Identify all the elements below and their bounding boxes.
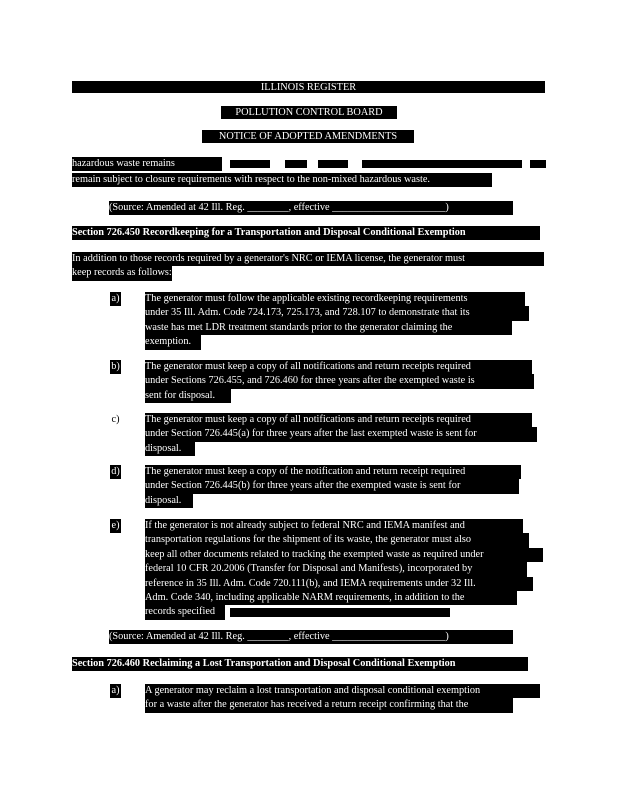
text-line: If the generator is not already subject to federal NRC and IEMA manifest and: [145, 519, 523, 533]
source-note-2: (Source: Amended at 42 Ill. Reg. ________, effective ______________________): [109, 630, 513, 644]
redaction-mark: [285, 160, 307, 168]
item-e-text: [145, 519, 543, 620]
item-460a-text: [145, 684, 540, 713]
item-label-b: b): [111, 361, 120, 372]
text-line: under 35 Ill. Adm. Code 724.173, 725.173, and 728.107 to demonstrate that its: [145, 306, 529, 320]
text-line: In addition to those records required by a generator's NRC or IEMA license, the generator must: [72, 252, 544, 266]
register-title: ILLINOIS REGISTER: [72, 81, 545, 93]
section-450-heading: Section 726.450 Recordkeeping for a Transportation and Disposal Conditional Exemption: [72, 226, 540, 240]
text-line: A generator may reclaim a lost transportation and disposal conditional exemption: [145, 684, 540, 698]
text-line: federal 10 CFR 20.2006 (Transfer for Disposal and Manifests), incorporated by: [145, 562, 527, 576]
intro-line-2: remain subject to closure requirements with respect to the non-mixed hazardous waste.: [72, 173, 492, 187]
text-line: keep all other documents related to tracking the exempted waste as required under: [145, 548, 543, 562]
text-line: under Section 726.445(b) for three years after the exempted waste is sent for: [145, 479, 519, 493]
intro-line-1: hazardous waste remains: [72, 157, 222, 171]
text-line: for a waste after the generator has received a return receipt confirming that the: [145, 698, 513, 712]
redaction-mark: [362, 160, 522, 168]
section-450-intro: [72, 252, 544, 281]
text-line: records specified: [145, 605, 225, 619]
source-note-1: (Source: Amended at 42 Ill. Reg. ________, effective ______________________): [109, 201, 513, 215]
item-label-d: d): [111, 466, 120, 477]
text-line: under Section 726.445(a) for three years after the last exempted waste is sent for: [145, 427, 537, 441]
item-label-a: a): [111, 293, 120, 304]
item-label-c: c): [111, 414, 120, 425]
text-line: The generator must keep a copy of all notifications and return receipts required: [145, 360, 532, 374]
text-line: waste has met LDR treatment standards prior to the generator claiming the: [145, 321, 512, 335]
redaction-mark: [230, 160, 270, 168]
text-line: sent for disposal.: [145, 389, 231, 403]
notice-title: NOTICE OF ADOPTED AMENDMENTS: [202, 130, 414, 143]
text-line: reference in 35 Ill. Adm. Code 720.111(b), and IEMA requirements under 32 Ill.: [145, 577, 533, 591]
text-line: keep records as follows:: [72, 266, 172, 280]
text-line: disposal.: [145, 494, 193, 508]
redaction-mark: [530, 160, 546, 168]
item-label-a: a): [111, 685, 120, 696]
redaction-mark: [318, 160, 348, 168]
text-line: under Sections 726.455, and 726.460 for three years after the exempted waste is: [145, 374, 534, 388]
text-line: The generator must keep a copy of all notifications and return receipts required: [145, 413, 532, 427]
section-460-heading: Section 726.460 Reclaiming a Lost Transportation and Disposal Conditional Exemption: [72, 657, 528, 671]
item-label-e: e): [111, 520, 120, 531]
item-b-text: [145, 360, 534, 403]
text-line: exemption.: [145, 335, 201, 349]
text-line: Adm. Code 340, including applicable NARM requirements, in addition to the: [145, 591, 517, 605]
text-line: disposal.: [145, 442, 195, 456]
item-d-text: [145, 465, 521, 508]
text-line: The generator must follow the applicable existing recordkeeping requirements: [145, 292, 525, 306]
text-line: The generator must keep a copy of the notification and return receipt required: [145, 465, 521, 479]
text-line: transportation regulations for the shipment of its waste, the generator must also: [145, 533, 529, 547]
board-title: POLLUTION CONTROL BOARD: [221, 106, 397, 119]
redaction-mark: [230, 608, 450, 617]
item-c-text: [145, 413, 537, 456]
item-a-text: [145, 292, 529, 350]
